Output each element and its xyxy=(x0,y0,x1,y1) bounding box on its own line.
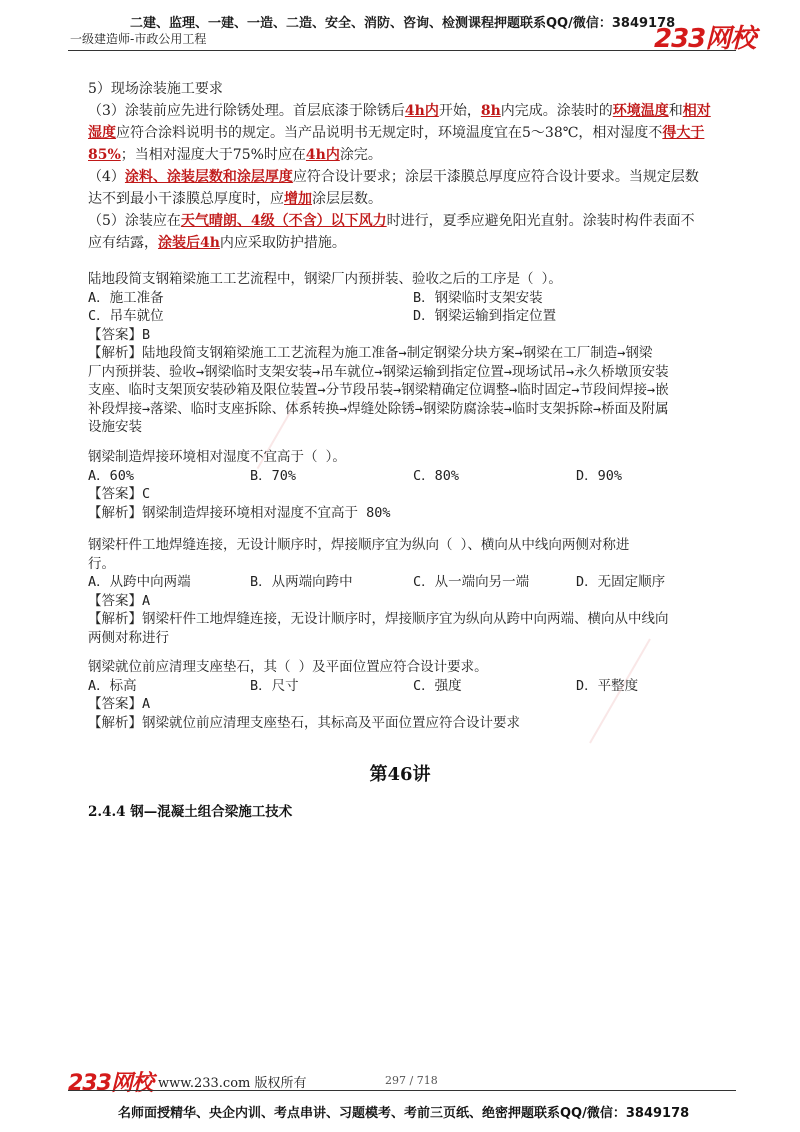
p5-text-3: 应有结露， xyxy=(88,235,158,251)
question-3 xyxy=(88,536,748,647)
p5-text-1: （5）涂装应在 xyxy=(88,213,181,229)
option-b: B．钢梁临时支架安装 xyxy=(413,289,543,306)
question-stem: 钢梁制造焊接环境相对湿度不宜高于（ ）。 xyxy=(88,449,346,465)
p3-text-4: 和 xyxy=(668,103,683,119)
answer: 【答案】A xyxy=(88,592,151,609)
p4-text-2: 应符合设计要求；涂层干漆膜总厚度应符合设计要求。当规定层数 xyxy=(292,169,699,185)
question-4 xyxy=(88,658,748,732)
option-c: C．从一端向另一端 xyxy=(413,574,530,590)
p5-text-2: 时进行，夏季应避免阳光直射。涂装时构件表面不 xyxy=(386,213,695,229)
analysis-line: 【解析】钢梁制造焊接环境相对湿度不宜高于 80% xyxy=(88,504,391,521)
option-c: C．强度 xyxy=(413,677,462,694)
paragraph-4 xyxy=(88,166,738,210)
p3-text-7: 涂完。 xyxy=(339,147,382,163)
option-a: A．标高 xyxy=(88,677,137,694)
p3-highlight-6: 4h内 xyxy=(305,147,340,163)
option-d: D．钢梁运输到指定位置 xyxy=(413,308,557,324)
footer-logo: 233网校 xyxy=(68,1071,153,1096)
p5-text-4: 内应采取防护措施。 xyxy=(219,235,346,251)
analysis-line: 【解析】钢梁杆件工地焊缝连接，无设计顺序时，焊接顺序宜为纵向从跨中向两端、横向从中线向 xyxy=(88,611,669,627)
answer: 【答案】B xyxy=(88,326,151,343)
question-stem: 钢梁就位前应清理支座垫石，其（ ）及平面位置应符合设计要求。 xyxy=(88,659,488,675)
option-b: B．尺寸 xyxy=(250,677,299,694)
question-stem: 陆地段简支钢箱梁施工工艺流程中，钢梁厂内预拼装、验收之后的工序是（ ）。 xyxy=(88,271,562,287)
paragraph-5 xyxy=(88,210,738,254)
question-2 xyxy=(88,448,748,522)
option-d: D．无固定顺序 xyxy=(576,574,666,590)
brand-logo: 233网校 xyxy=(654,24,756,54)
p3-highlight-2: 8h xyxy=(480,103,501,119)
option-d: D．90% xyxy=(576,467,623,484)
paragraph-3 xyxy=(88,100,738,166)
option-d: D．平整度 xyxy=(576,677,639,694)
analysis-line: 【解析】陆地段简支钢箱梁施工工艺流程为施工准备→制定钢梁分块方案→钢梁在工厂制造→钢梁 xyxy=(88,345,653,361)
p5-highlight-2: 涂装后4h xyxy=(158,235,220,251)
answer: 【答案】C xyxy=(88,486,151,502)
analysis-line: 两侧对称进行 xyxy=(88,629,169,646)
p4-text-4: 涂层层数。 xyxy=(312,191,382,207)
footer-copyright: www.233.com 版权所有 xyxy=(158,1076,307,1091)
option-a: A．施工准备 xyxy=(88,289,164,306)
option-b: B．70% xyxy=(250,467,297,484)
header-contact-line: 二建、监理、一建、一造、二造、安全、消防、咨询、检测课程押题联系QQ/微信：3849178 xyxy=(130,16,676,31)
p3-text-3: 内完成。涂装时的 xyxy=(500,103,613,119)
option-b: B．从两端向跨中 xyxy=(250,574,353,590)
page-number: 297 / 718 xyxy=(385,1074,438,1087)
p3-text-1: （3）涂装前应先进行除锈处理。首层底漆于除锈后 xyxy=(88,103,405,119)
footer-divider xyxy=(68,1090,736,1091)
question-1 xyxy=(88,270,748,437)
p4-highlight-2: 增加 xyxy=(284,191,312,207)
lecture-title: 第46讲 xyxy=(369,764,431,785)
p3-text-2: 开始， xyxy=(438,103,481,119)
p4-highlight-1: 涂料、涂装层数和涂层厚度 xyxy=(124,169,293,185)
p5-highlight-1: 天气晴朗、4级（不含）以下风力 xyxy=(180,213,387,229)
p3-text-5: 应符合涂料说明书的规定。当产品说明书无规定时，环境温度宜在5～38℃，相对湿度不 xyxy=(116,125,663,141)
p4-text-1: （4） xyxy=(88,169,125,185)
p3-highlight-5: 得大于 xyxy=(662,125,705,141)
option-a: A．从跨中向两端 xyxy=(88,574,191,590)
analysis-line: 补段焊接→落梁、临时支座拆除、体系转换→焊缝处除锈→钢梁防腐涂装→临时支架拆除→桥面及附属 xyxy=(88,400,669,417)
answer: 【答案】A xyxy=(88,696,151,712)
question-stem: 钢梁杆件工地焊缝连接，无设计顺序时，焊接顺序宜为纵向（ ）、横向从中线向两侧对称进 xyxy=(88,537,630,553)
footer-contact-line: 名师面授精华、央企内训、考点串讲、习题模考、考前三页纸、绝密押题联系QQ/微信：3849178 xyxy=(118,1106,690,1121)
section-title: 5）现场涂装施工要求 xyxy=(88,81,223,97)
p3-text-6: ；当相对湿度大于75%时应在 xyxy=(120,147,306,163)
p3-highlight-3: 环境温度 xyxy=(612,103,669,119)
option-c: C．80% xyxy=(413,467,460,484)
analysis-line: 设施安装 xyxy=(88,419,142,435)
option-c: C．吊车就位 xyxy=(88,308,164,324)
analysis-line: 厂内预拼装、验收→钢梁临时支架安装→吊车就位→钢梁运输到指定位置→现场试吊→永久桥墩顶安装 xyxy=(88,363,669,380)
header-divider xyxy=(68,50,736,51)
header-subtitle: 一级建造师-市政公用工程 xyxy=(70,32,207,46)
p3-highlight-1: 4h内 xyxy=(404,103,439,119)
p3-highlight-4: 相对 xyxy=(682,103,711,119)
question-stem: 行。 xyxy=(88,555,115,572)
option-a: A．60% xyxy=(88,467,135,484)
p3-highlight-5b: 85% xyxy=(88,147,121,163)
analysis-line: 【解析】钢梁就位前应清理支座垫石，其标高及平面位置应符合设计要求 xyxy=(88,714,520,731)
p3-highlight-4b: 湿度 xyxy=(88,125,116,141)
p4-text-3: 达不到最小干漆膜总厚度时，应 xyxy=(88,191,284,207)
analysis-line: 支座、临时支架顶安装砂箱及限位装置→分节段吊装→钢梁精确定位调整→临时固定→节段间焊接→嵌 xyxy=(88,382,669,398)
subsection-heading: 2.4.4 钢—混凝土组合梁施工技术 xyxy=(88,804,293,820)
